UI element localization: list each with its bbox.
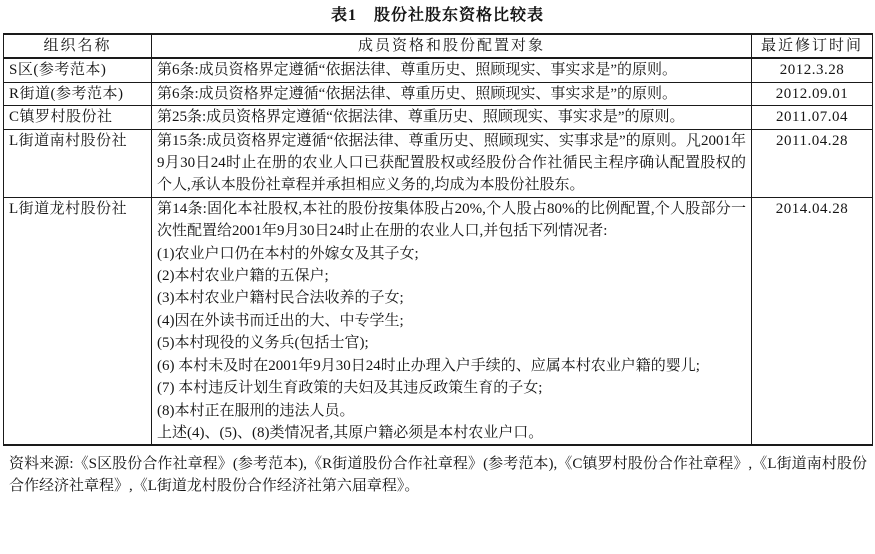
table-row: [4, 197, 873, 445]
content-cell: [152, 82, 752, 105]
header-row: [4, 34, 873, 58]
date-cell: 2012.3.28: [752, 58, 873, 82]
table-row: [4, 58, 873, 82]
table-title: 表1 股份社股东资格比较表: [330, 7, 544, 24]
org-cell: L街道龙村股份社: [4, 197, 152, 445]
date-cell: 2011.04.28: [752, 129, 873, 197]
content-line: (4)因在外读书而迁出的大、中专学生;: [157, 312, 404, 329]
content-cell: [152, 106, 752, 129]
table-row: [4, 106, 873, 129]
date-cell: 2014.04.28: [752, 197, 873, 445]
content-line: 第25条:成员资格界定遵循“依据法律、尊重历史、照顾现实、事实求是”的原则。: [157, 109, 685, 126]
comparison-table: [3, 33, 873, 446]
content-line: 第14条:固化本社股权,本社的股份按集体股占20%,个人股占80%的比例配置,个人股部分一次性配置给2001年9月30日24时止在册的农业人口,并包括下列情况者:: [157, 200, 746, 240]
content-line: 第6条:成员资格界定遵循“依据法律、尊重历史、照顾现实、事实求是”的原则。: [157, 62, 677, 79]
content-line: (8)本村正在服刑的违法人员。: [157, 402, 355, 419]
content-line: (1)农业户口仍在本村的外嫁女及其子女;: [157, 245, 419, 262]
org-cell: C镇罗村股份社: [4, 106, 152, 129]
content-line: 第15条:成员资格界定遵循“依据法律、尊重历史、照顾现实、实事求是”的原则。凡2001年9月30日24时止在册的农业人口已获配置股权或经股份合作社循民主程序确认配置股权的个人,承认本股份社章程并承担相应义务的,均成为本股份社股东。: [157, 132, 746, 194]
table-row: [4, 129, 873, 197]
date-cell: 2011.07.04: [752, 106, 873, 129]
column-header-content: 成员资格和股份配置对象: [152, 34, 752, 58]
source-note: 资料来源:《S区股份合作社章程》(参考范本),《R街道股份合作社章程》(参考范本),《C镇罗村股份合作社章程》,《L街道南村股份合作经济社章程》,《L街道龙村股份合作经济社第六届章程》。: [9, 456, 867, 495]
column-header-org: 组织名称: [4, 34, 152, 58]
table-row: [4, 82, 873, 105]
org-cell: R街道(参考范本): [4, 82, 152, 105]
content-cell: [152, 197, 752, 445]
org-cell: S区(参考范本): [4, 58, 152, 82]
content-cell: [152, 129, 752, 197]
content-cell: [152, 58, 752, 82]
content-line: (6) 本村未及时在2001年9月30日24时止办理入户手续的、应属本村农业户籍的婴儿;: [157, 357, 700, 374]
org-cell: L街道南村股份社: [4, 129, 152, 197]
content-line: (5)本村现役的义务兵(包括士官);: [157, 335, 369, 352]
column-header-date: 最近修订时间: [752, 34, 873, 58]
content-line: 第6条:成员资格界定遵循“依据法律、尊重历史、照顾现实、事实求是”的原则。: [157, 85, 677, 102]
content-line: (3)本村农业户籍村民合法收养的子女;: [157, 290, 404, 307]
content-line: (7) 本村违反计划生育政策的夫妇及其违反政策生育的子女;: [157, 380, 543, 397]
content-line: (2)本村农业户籍的五保户;: [157, 268, 329, 285]
date-cell: 2012.09.01: [752, 82, 873, 105]
content-line: 上述(4)、(5)、(8)类情况者,其原户籍必须是本村农业户口。: [157, 424, 544, 441]
